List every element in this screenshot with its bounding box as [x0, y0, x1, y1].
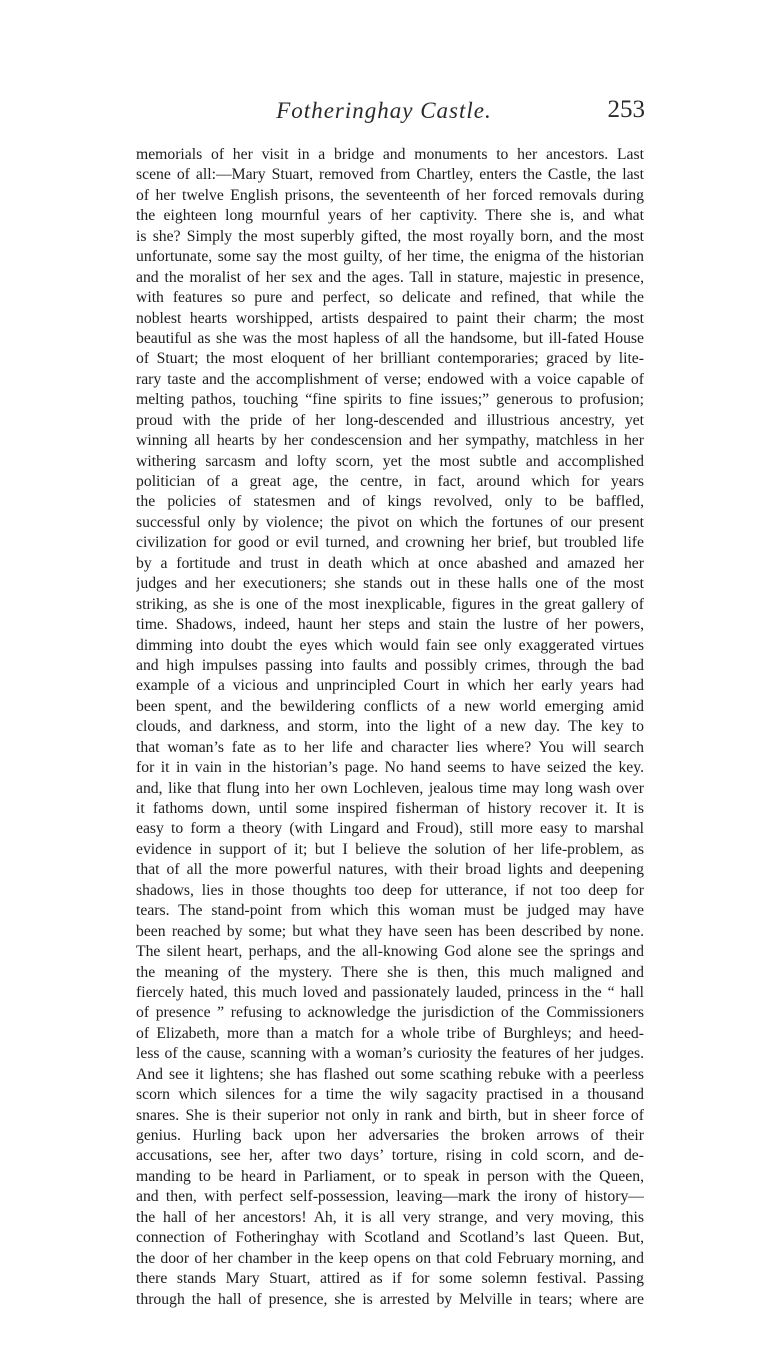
- text-line: the door of her chamber in the keep opens on that cold February morning, and: [136, 1249, 644, 1267]
- text-line: less of the cause, scanning with a woman’s curiosity the features of her judges.: [136, 1045, 644, 1063]
- text-line: manding to be heard in Parliament, or to speak in person with the Queen,: [136, 1167, 644, 1185]
- text-line: there stands Mary Stuart, attired as if for some solemn festival. Passing: [136, 1270, 644, 1288]
- text-line: shadows, lies in those thoughts too deep for utterance, if not too deep for: [136, 881, 644, 899]
- text-line: dimming into doubt the eyes which would fain see only exaggerated virtues: [136, 636, 644, 654]
- body-text: [136, 145, 644, 1310]
- text-line: of her twelve English prisons, the seventeenth of her forced removals during: [136, 186, 644, 204]
- page-number: 253: [607, 96, 645, 123]
- text-line: example of a vicious and unprincipled Court in which her early years had: [136, 677, 644, 695]
- text-line: snares. She is their superior not only in rank and birth, but in sheer force of: [136, 1106, 644, 1124]
- text-line: politician of a great age, the centre, in fact, around which for years: [136, 473, 644, 490]
- text-line: noblest hearts worshipped, artists despaired to paint their charm; the most: [136, 309, 644, 327]
- text-line: with features so pure and perfect, so delicate and refined, that while the: [136, 289, 644, 307]
- text-line: of presence ” refusing to acknowledge the jurisdiction of the Commissioners: [136, 1004, 644, 1022]
- text-line: the hall of her ancestors! Ah, it is all very strange, and very moving, this: [136, 1208, 644, 1226]
- text-line: by a fortitude and trust in death which at once abashed and amazed her: [136, 554, 644, 572]
- text-line: it fathoms down, until some inspired fisherman of history recover it. It is: [136, 800, 644, 817]
- text-line: withering sarcasm and lofty scorn, yet the most subtle and accomplished: [136, 452, 644, 470]
- text-line: tears. The stand-point from which this woman must be judged may have: [136, 902, 644, 920]
- text-line: genius. Hurling back upon her adversaries the broken arrows of their: [136, 1127, 644, 1144]
- text-line: that of all the more powerful natures, with their broad lights and deepening: [136, 861, 644, 879]
- text-line: for it in vain in the historian’s page. No hand seems to have seized the key.: [136, 759, 644, 777]
- text-line: evidence in support of it; but I believe the solution of her life-problem, as: [136, 840, 644, 858]
- text-line: accusations, see her, after two days’ torture, rising in cold scorn, and de-: [136, 1147, 644, 1165]
- text-line: been reached by some; but what they have seen has been described by none.: [136, 922, 644, 940]
- text-line: the eighteen long mournful years of her captivity. There she is, and what: [136, 207, 644, 225]
- text-line: rary taste and the accomplishment of verse; endowed with a voice capable of: [136, 370, 644, 388]
- text-line: the meaning of the mystery. There she is then, this much maligned and: [136, 963, 644, 981]
- text-line: connection of Fotheringhay with Scotland and Scotland’s last Queen. But,: [136, 1229, 644, 1247]
- text-line: The silent heart, perhaps, and the all-knowing God alone see the springs and: [136, 943, 644, 961]
- text-line: easy to form a theory (with Lingard and Froud), still more easy to marshal: [136, 820, 644, 838]
- text-line: winning all hearts by her condescension and her sympathy, matchless in her: [136, 432, 644, 450]
- text-line: and, like that flung into her own Lochleven, jealous time may long wash over: [136, 779, 644, 797]
- text-line: melting pathos, touching “fine spirits to fine issues;” generous to profusion;: [136, 391, 644, 409]
- text-line: striking, as she is one of the most inexplicable, figures in the great gallery of: [136, 595, 644, 613]
- running-title: Fotheringhay Castle.: [276, 98, 492, 123]
- text-line: through the hall of presence, she is arrested by Melville in tears; where are: [136, 1290, 644, 1308]
- text-line: scorn which silences for a time the wily sagacity practised in a thousand: [136, 1086, 644, 1104]
- text-line: the policies of statesmen and of kings revolved, only to be baffled,: [136, 493, 644, 511]
- text-line: that woman’s fate as to her life and character lies where? You will search: [136, 738, 644, 756]
- text-line: time. Shadows, indeed, haunt her steps and stain the lustre of her powers,: [136, 616, 644, 634]
- running-head: [0, 96, 768, 132]
- text-line: clouds, and darkness, and storm, into the light of a new day. The key to: [136, 718, 644, 736]
- text-line: fiercely hated, this much loved and passionately lauded, princess in the “ hall: [136, 983, 644, 1001]
- text-line: is she? Simply the most superbly gifted, the most royally born, and the most: [136, 227, 644, 245]
- text-line: and high impulses passing into faults and possibly crimes, through the bad: [136, 656, 644, 674]
- text-line: memorials of her visit in a bridge and monuments to her ancestors. Last: [136, 146, 644, 163]
- text-line: of Elizabeth, more than a match for a whole tribe of Burghleys; and heed-: [136, 1024, 644, 1042]
- text-line: of Stuart; the most eloquent of her brilliant contemporaries; graced by lite-: [136, 350, 644, 368]
- text-line: successful only by violence; the pivot on which the fortunes of our present: [136, 513, 644, 531]
- text-line: civilization for good or evil turned, and crowning her brief, but troubled life: [136, 534, 644, 552]
- text-line: been spent, and the bewildering conflicts of a new world emerging amid: [136, 697, 644, 715]
- text-line: and then, with perfect self-possession, leaving—mark the irony of history—: [136, 1188, 644, 1206]
- text-line: And see it lightens; she has flashed out some scathing rebuke with a peerless: [136, 1065, 644, 1083]
- text-line: judges and her executioners; she stands out in these halls one of the most: [136, 575, 644, 593]
- text-line: unfortunate, some say the most guilty, of her time, the enigma of the historian: [136, 248, 644, 266]
- text-line: proud with the pride of her long-descended and illustrious ancestry, yet: [136, 411, 644, 429]
- text-line: and the moralist of her sex and the ages. Tall in stature, majestic in presence,: [136, 268, 644, 286]
- text-line: scene of all:—Mary Stuart, removed from Chartley, enters the Castle, the last: [136, 166, 644, 184]
- text-line: beautiful as she was the most hapless of all the handsome, but ill-fated House: [136, 329, 644, 347]
